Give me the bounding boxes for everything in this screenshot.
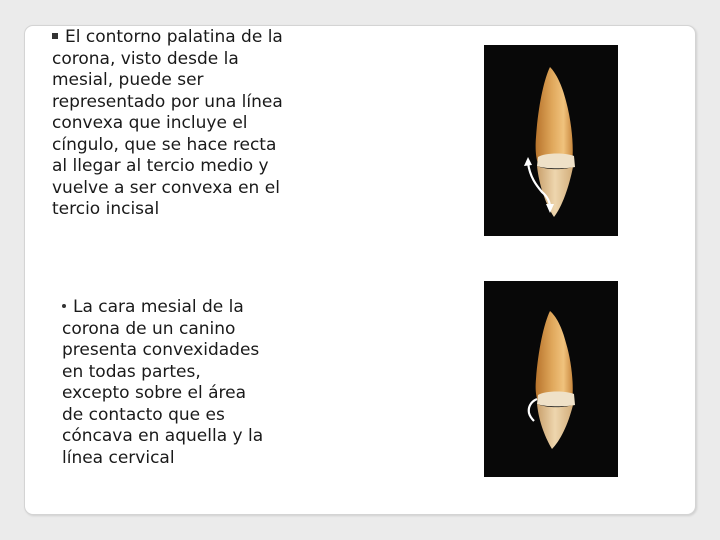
tooth-cervical-band [537, 391, 575, 406]
arrow-head-top [524, 157, 532, 166]
tooth-illustration-1 [484, 45, 618, 236]
paragraph-mesial-face [62, 297, 272, 469]
tooth-photo-2 [484, 281, 618, 477]
tooth-illustration-2 [484, 281, 618, 477]
tooth-crown [536, 311, 573, 401]
paragraph-palatal-contour [52, 27, 284, 221]
tooth-root [537, 404, 573, 449]
tooth-cervical-band [537, 153, 575, 168]
paragraph-1-text: El contorno palatina de la corona, visto desde la mesial, puede ser representado por una línea convexa que incluye el cíngulo, que se hace recta al llegar al tercio medio y vuelve a ser convexa en el tercio incisal [52, 27, 283, 219]
text-block-palatal-contour [52, 27, 284, 221]
tooth-photo-1 [484, 45, 618, 236]
text-block-mesial-face [62, 297, 272, 469]
round-bullet-icon [62, 304, 66, 308]
tooth-crown [536, 67, 573, 163]
paragraph-2-text: La cara mesial de la corona de un canino presenta convexidades en todas partes, excepto sobre el área de contacto que es cóncava en aquella y la línea cervical [62, 297, 264, 468]
concave-curve [529, 399, 537, 421]
square-bullet-icon [52, 33, 58, 39]
